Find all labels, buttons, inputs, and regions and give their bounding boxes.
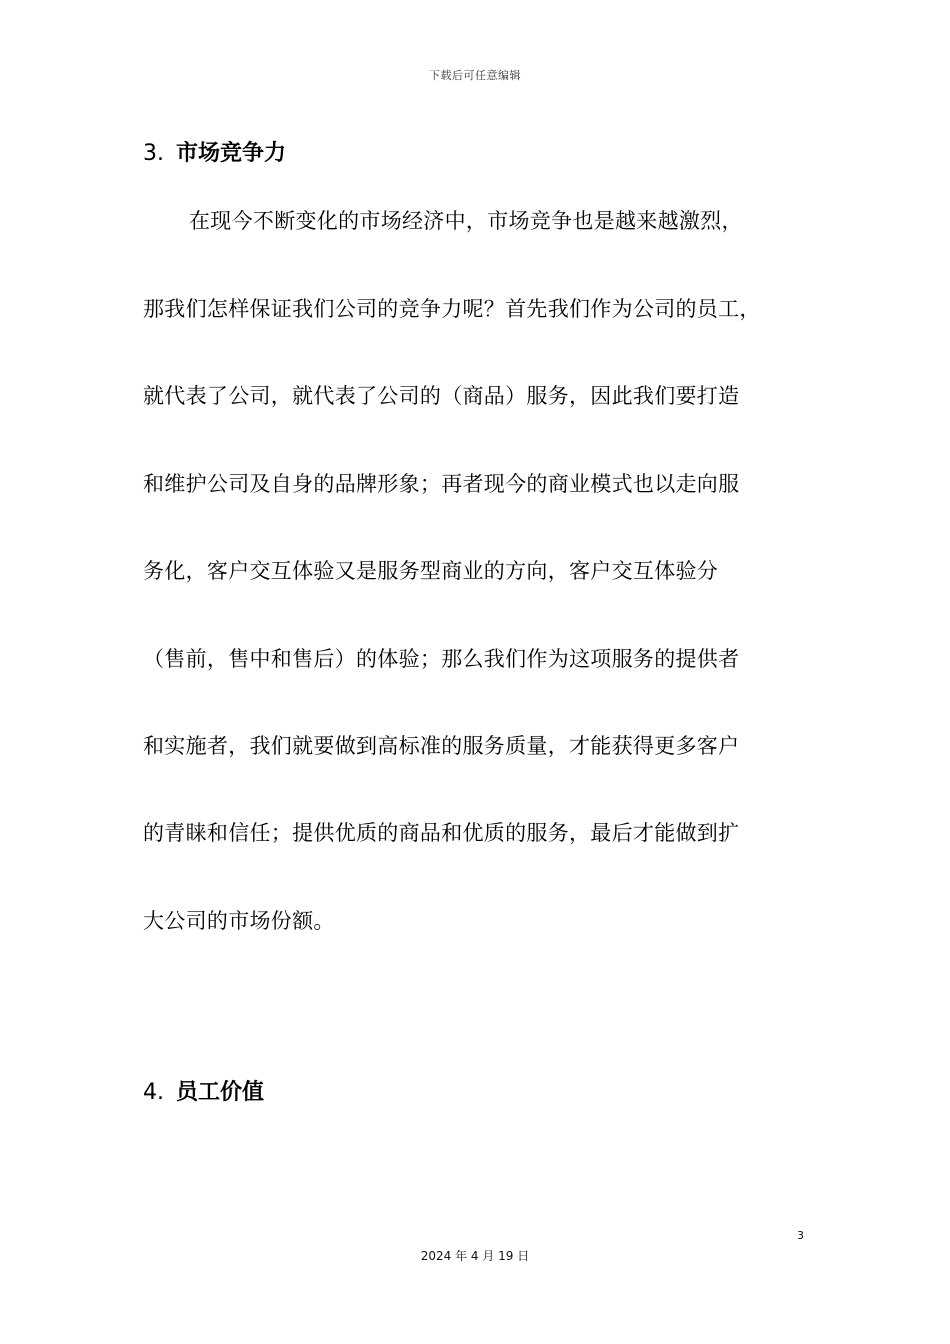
paragraph-line: 的青睐和信任；提供优质的商品和优质的服务，最后才能做到扩 — [143, 821, 740, 845]
section-heading-4 — [143, 1075, 264, 1106]
paragraph-line: 务化，客户交互体验又是服务型商业的方向，客户交互体验分 — [143, 559, 719, 583]
section-title: 员工价值 — [176, 1080, 265, 1105]
paragraph-line: 在现今不断变化的市场经济中，市场竞争也是越来越激烈， — [189, 209, 743, 233]
paragraph-line: 就代表了公司，就代表了公司的（商品）服务，因此我们要打造 — [143, 384, 740, 408]
page-header-note: 下载后可任意编辑 — [429, 69, 521, 82]
section-number: 3. — [143, 141, 164, 166]
paragraph-line: （售前，售中和售后）的体验；那么我们作为这项服务的提供者 — [143, 647, 740, 671]
page-number: 3 — [797, 1229, 804, 1242]
paragraph-line: 大公司的市场份额。 — [143, 909, 335, 933]
footer-date: 2024 年 4 月 19 日 — [420, 1249, 530, 1263]
section-number: 4. — [143, 1080, 164, 1105]
section-title: 市场竞争力 — [176, 141, 287, 166]
paragraph-line: 那我们怎样保证我们公司的竞争力呢？首先我们作为公司的员工， — [143, 297, 761, 321]
section-heading-3 — [143, 136, 286, 167]
paragraph-line: 和实施者，我们就要做到高标准的服务质量，才能获得更多客户 — [143, 734, 740, 758]
paragraph-line: 和维护公司及自身的品牌形象；再者现今的商业模式也以走向服 — [143, 472, 740, 496]
